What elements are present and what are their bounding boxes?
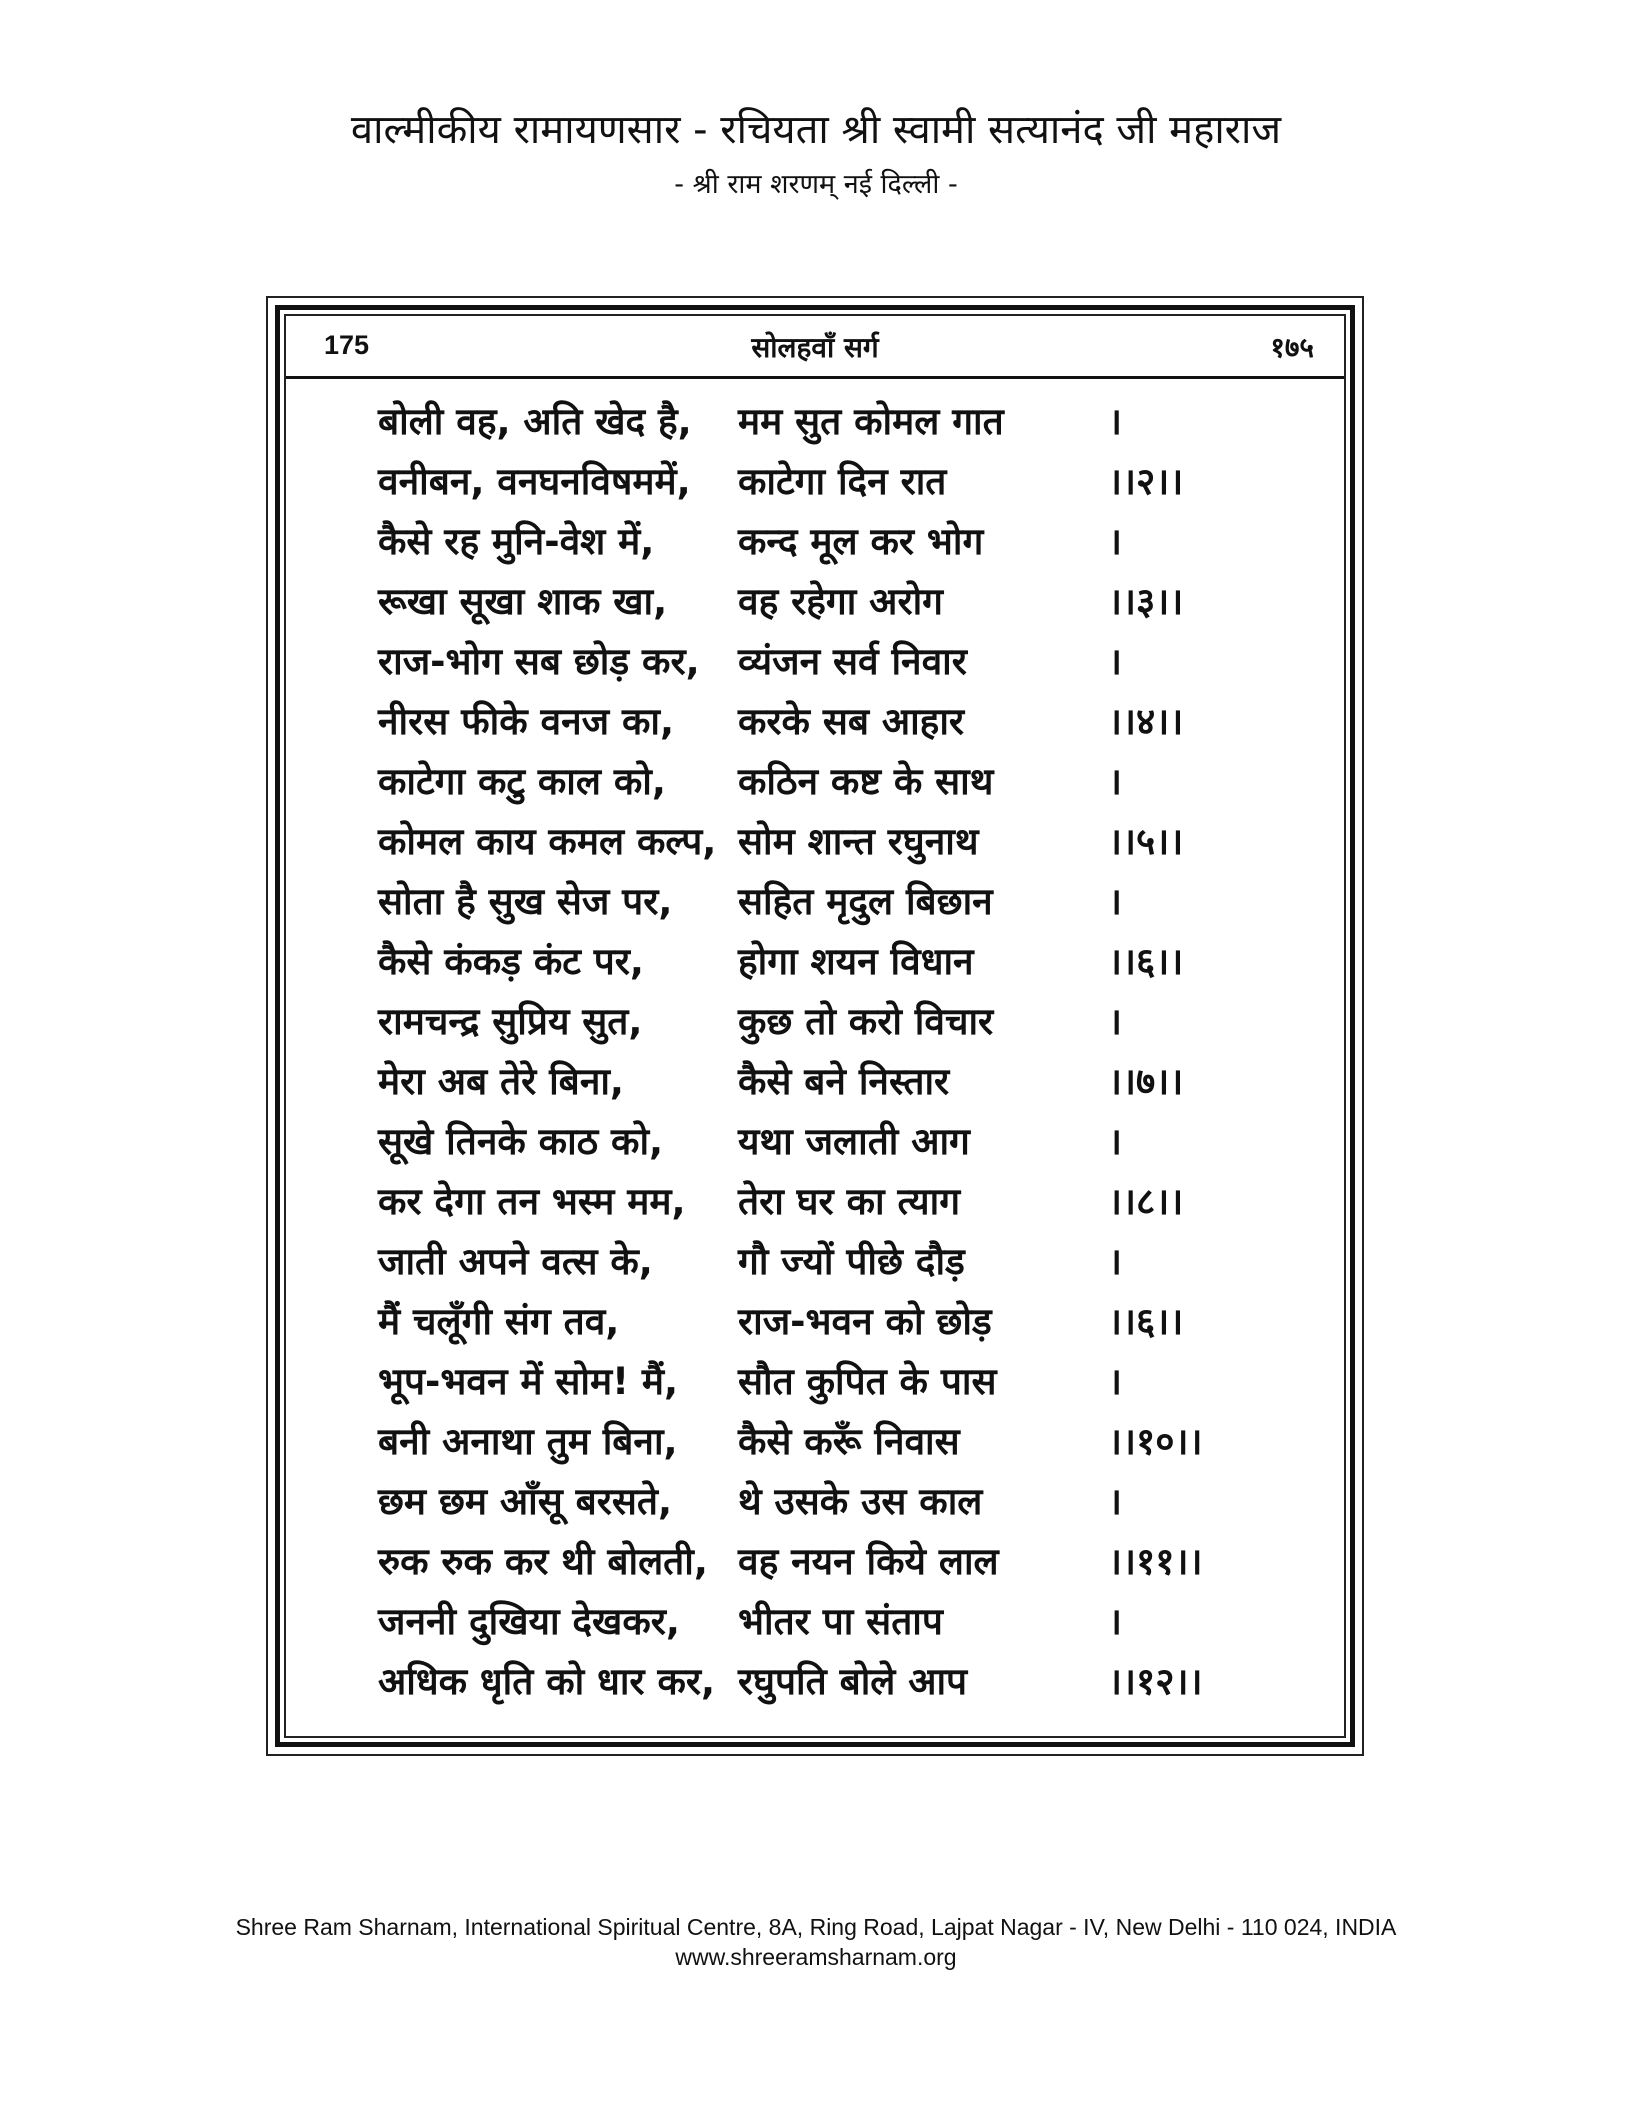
verse-second-half: थे उसके उस काल [738,1480,983,1523]
verse-line [378,572,1278,632]
footer-address: Shree Ram Sharnam, International Spiritual Centre, 8A, Ring Road, Lajpat Nagar - IV, New Delhi - 110 024, INDIA [235,1914,1397,1940]
verse-end-mark: ।।२।। [1108,460,1184,503]
verse-end-mark: ।।७।। [1108,1060,1184,1103]
verse-first-half: जाती अपने वत्स के, [378,1240,653,1283]
verse-second-half: कठिन कष्ट के साथ [738,760,994,803]
verse-line [378,872,1278,932]
verse-end-mark: ।।५।। [1108,820,1184,863]
verse-second-half: भीतर पा संताप [738,1600,943,1643]
verse-line [378,1352,1278,1412]
verse-second-half: वह नयन किये लाल [738,1540,999,1583]
verse-line [378,1412,1278,1472]
verse-first-half: कैसे रह मुनि-वेश में, [378,520,655,563]
verse-line [378,692,1278,752]
verse-first-half: अधिक धृति को धार कर, [378,1660,716,1703]
verse-second-half: व्यंजन सर्व निवार [738,640,967,683]
verse-second-half: वह रहेगा अरोग [738,580,943,623]
verse-end-mark: । [1108,1360,1123,1403]
verse-first-half: नीरस फीके वनज का, [378,700,675,743]
verse-list [378,392,1278,1712]
verse-first-half: मैं चलूँगी संग तव, [378,1300,620,1343]
verse-second-half: कुछ तो करो विचार [738,1000,994,1043]
page-frame [266,296,1364,1756]
page-content [284,314,1346,1738]
verse-line [378,1172,1278,1232]
page-heading-bar [286,316,1344,379]
verse-second-half: गौ ज्यों पीछे दौड़ [738,1240,965,1283]
verse-line [378,1232,1278,1292]
verse-line [378,392,1278,452]
verse-first-half: वनीबन, वनघनविषममें, [378,460,691,503]
verse-end-mark: । [1108,1600,1123,1643]
chapter-title: सोलहवाँ सर्ग [751,331,879,364]
verse-first-half: छम छम आँसू बरसते, [378,1480,673,1523]
verse-end-mark: ।।८।। [1108,1180,1184,1223]
verse-line [378,1112,1278,1172]
verse-first-half: बोली वह, अति खेद है, [378,400,692,443]
verse-line [378,752,1278,812]
verse-end-mark: । [1108,760,1123,803]
verse-second-half: कैसे बने निस्तार [738,1060,950,1103]
verse-line [378,1052,1278,1112]
page-number-devanagari: १७५ [1270,331,1314,364]
verse-end-mark: । [1108,1240,1123,1283]
verse-second-half: सोम शान्त रघुनाथ [738,820,979,863]
verse-second-half: तेरा घर का त्याग [738,1180,961,1223]
verse-end-mark: । [1108,1120,1123,1163]
verse-second-half: कन्द मूल कर भोग [738,520,984,563]
verse-end-mark: । [1108,1480,1123,1523]
verse-end-mark: । [1108,1000,1123,1043]
verse-first-half: राज-भोग सब छोड़ कर, [378,640,700,683]
verse-end-mark: । [1108,520,1123,563]
verse-end-mark: । [1108,400,1123,443]
verse-end-mark: ।।६।। [1108,1300,1184,1343]
verse-first-half: सोता है सुख सेज पर, [378,880,673,923]
verse-first-half: बनी अनाथा तुम बिना, [378,1420,678,1463]
verse-end-mark: ।।६।। [1108,940,1184,983]
verse-second-half: मम सुत कोमल गात [738,400,1004,443]
verse-first-half: सूखे तिनके काठ को, [378,1120,664,1163]
verse-second-half: काटेगा दिन रात [738,460,947,503]
verse-line [378,1532,1278,1592]
verse-first-half: काटेगा कटु काल को, [378,760,666,803]
verse-line [378,1652,1278,1712]
verse-first-half: जननी दुखिया देखकर, [378,1600,680,1643]
verse-end-mark: ।।४।। [1108,700,1184,743]
verse-line [378,632,1278,692]
verse-second-half: रघुपति बोले आप [738,1660,968,1703]
verse-first-half: भूप-भवन में सोम! मैं, [378,1360,679,1403]
verse-end-mark: । [1108,880,1123,923]
verse-second-half: यथा जलाती आग [738,1120,970,1163]
footer-website: www.shreeramsharnam.org [675,1944,957,1970]
verse-line [378,992,1278,1052]
verse-second-half: कैसे करूँ निवास [738,1420,960,1463]
verse-line [378,932,1278,992]
verse-first-half: कर देगा तन भस्म मम, [378,1180,686,1223]
verse-first-half: कोमल काय कमल कल्प, [378,820,717,863]
verse-end-mark: ।।१२।। [1108,1660,1203,1703]
verse-line [378,512,1278,572]
verse-second-half: सौत कुपित के पास [738,1360,997,1403]
header-subtitle: - श्री राम शरणम् नई दिल्ली - [674,169,958,200]
page-frame-border [275,305,1355,1747]
header-title: वाल्मीकीय रामायणसार - रचियता श्री स्वामी सत्यानंद जी महाराज [350,107,1282,153]
verse-end-mark: ।।३।। [1108,580,1184,623]
verse-first-half: रूखा सूखा शाक खा, [378,580,668,623]
verse-line [378,812,1278,872]
verse-first-half: कैसे कंकड़ कंट पर, [378,940,644,983]
verse-line [378,1592,1278,1652]
verse-line [378,1472,1278,1532]
verse-second-half: करके सब आहार [738,700,965,743]
verse-first-half: रुक रुक कर थी बोलती, [378,1540,708,1583]
verse-first-half: रामचन्द्र सुप्रिय सुत, [378,1000,643,1043]
verse-line [378,452,1278,512]
verse-second-half: सहित मृदुल बिछान [738,880,993,923]
verse-end-mark: ।।११।। [1108,1540,1203,1583]
verse-line [378,1292,1278,1352]
verse-first-half: मेरा अब तेरे बिना, [378,1060,624,1103]
verse-end-mark: । [1108,640,1123,683]
verse-second-half: राज-भवन को छोड़ [738,1300,992,1343]
verse-end-mark: ।।१०।। [1108,1420,1203,1463]
verse-second-half: होगा शयन विधान [738,940,974,983]
page-number-latin: 175 [324,330,370,360]
